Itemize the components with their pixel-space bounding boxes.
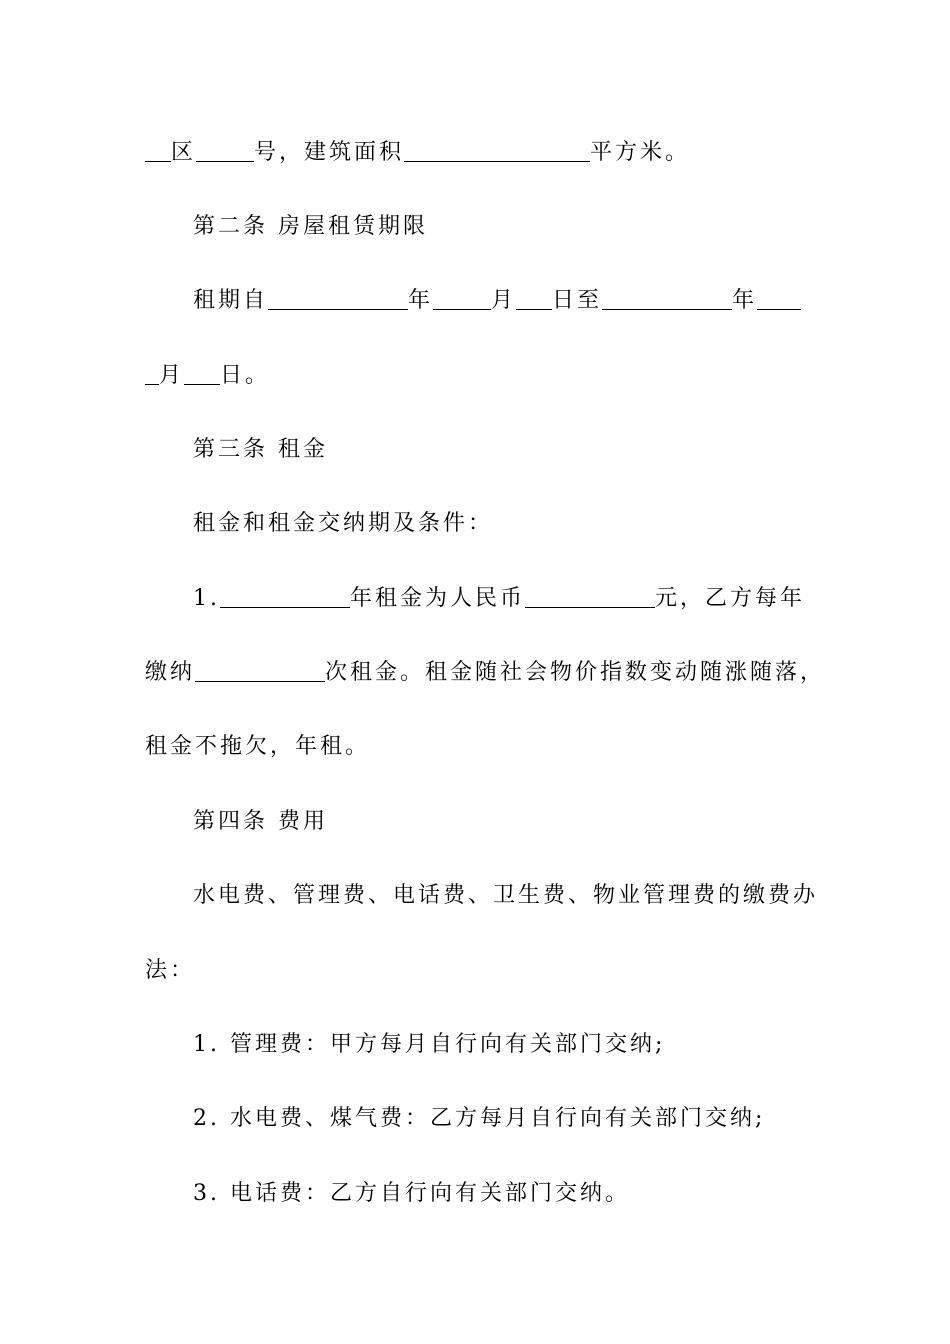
list-item-phone-fee: 3. 电话费：乙方自行向有关部门交纳。 — [193, 1181, 630, 1206]
blank-field — [196, 139, 254, 162]
blank-field — [433, 287, 491, 310]
text-segment: 次租金。租金随社会物价指数变动随涨随落， — [325, 660, 826, 685]
blank-field — [268, 287, 408, 310]
blank-field — [525, 585, 655, 608]
paragraph-rent-terms: 租金和租金交纳期及条件： — [193, 511, 494, 536]
paragraph-lease-term-cont — [0, 361, 950, 391]
text-segment: 平方米。 — [590, 140, 691, 165]
article-3-heading: 第三条 租金 — [193, 437, 328, 462]
blank-field — [757, 287, 801, 310]
text-segment: 日至 — [552, 288, 603, 313]
paragraph-rent-payment — [0, 658, 950, 688]
blank-field — [220, 585, 350, 608]
text-segment: 号，建筑面积 — [254, 140, 405, 165]
text-segment: 年租金为人民币 — [350, 586, 526, 611]
blank-field — [516, 287, 552, 310]
paragraph-rent-arrears: 租金不拖欠，年租。 — [145, 734, 371, 759]
paragraph-fees-cont: 法： — [145, 958, 196, 983]
blank-field — [602, 287, 732, 310]
blank-field — [145, 139, 171, 162]
paragraph-fees: 水电费、管理费、电话费、卫生费、物业管理费的缴费办 — [193, 883, 819, 908]
text-segment: 区 — [171, 140, 197, 165]
text-segment: 年 — [408, 288, 434, 313]
paragraph-property-area — [0, 138, 950, 168]
list-item-management-fee: 1. 管理费：甲方每月自行向有关部门交纳; — [193, 1032, 666, 1057]
list-item-utility-fee: 2. 水电费、煤气费：乙方每月自行向有关部门交纳; — [193, 1106, 766, 1131]
text-segment: 1. — [193, 586, 220, 611]
text-segment: 元，乙方每年 — [655, 586, 806, 611]
text-segment: 月 — [491, 288, 517, 313]
text-segment: 日。 — [220, 363, 271, 388]
paragraph-lease-term — [0, 286, 950, 316]
text-segment: 缴纳 — [145, 660, 196, 685]
blank-field — [145, 362, 159, 385]
text-segment: 月 — [159, 363, 185, 388]
blank-field — [195, 659, 325, 682]
article-2-heading: 第二条 房屋租赁期限 — [193, 214, 428, 239]
article-4-heading: 第四条 费用 — [193, 809, 328, 834]
blank-field — [184, 362, 220, 385]
blank-field — [404, 139, 590, 162]
text-segment: 年 — [732, 288, 758, 313]
text-segment: 租期自 — [193, 288, 269, 313]
paragraph-rent-amount — [0, 584, 950, 614]
